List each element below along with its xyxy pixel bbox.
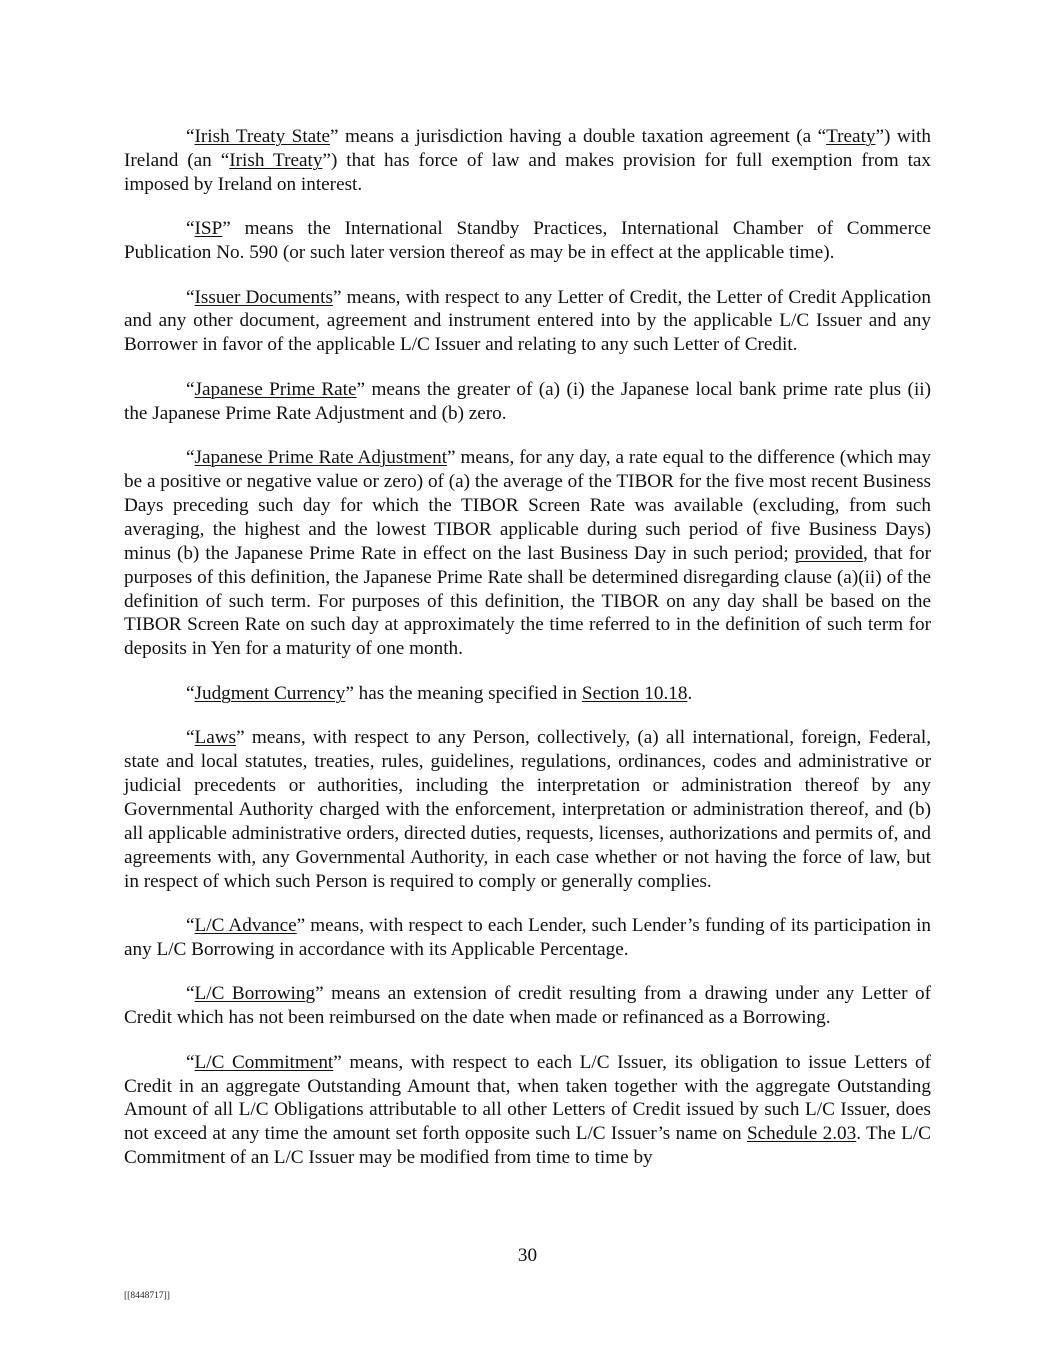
defined-term: L/C Borrowing [194,983,316,1005]
defined-term: L/C Commitment [194,1051,334,1073]
cross-reference: Section 10.18 [581,682,688,704]
paragraph-text: . [687,682,693,704]
definition-paragraph [124,982,931,1030]
paragraph-text: ” has the meaning specified in [345,682,582,704]
paragraph-text: ”) with Ireland (an “ [124,126,931,171]
defined-term: Irish Treaty State [194,126,331,147]
paragraph-text: . The L/C Commitment of an L/C Issuer may be modified from time to time by [124,1123,931,1169]
paragraph-text: ” means an extension of credit resulting from a drawing under any Letter of Credit which has not been reimbursed on the date when made or refinanced as a Borrowing. [124,983,932,1029]
defined-term: Judgment Currency [194,682,346,704]
paragraph-text: “ [186,447,195,469]
paragraph-text: “ [186,378,195,400]
paragraph-text: ” means a jurisdiction having a double taxation agreement (a “ [330,126,827,147]
cross-reference: Treaty [826,126,876,147]
paragraph-text: ”) that has force of law and makes provision for full exemption from tax imposed by Ireland on interest. [124,149,932,195]
defined-term: L/C Advance [194,914,297,936]
definition-paragraph [124,217,931,265]
paragraph-text: “ [186,126,195,147]
paragraph-text: ” means, with respect to any Person, collectively, (a) all international, foreign, Federal, state and local statutes, treaties, rules, guidelines, regulations, ordinances, codes and administrative or judicial precedents or authorities, including the interpretation or administration thereof by any Governmental Authority charged with the enforcement, interpretation or administration thereof, and (b) all applicable administrative orders, directed duties, requests, licenses, authorizations and permits of, and agreements with, any Governmental Authority, in each case whether or not having the force of law, but in respect of which such Person is required to comply or generally complies. [124,727,931,892]
cross-reference: Irish Treaty [229,149,323,171]
cross-reference: Schedule 2.03 [746,1123,857,1145]
document-id: [[8448717]] [124,1291,170,1301]
paragraph-text: ” means, with respect to each Lender, such Lender’s funding of its participation in any L/C Borrowing in accordance with its Applicable Percentage. [124,914,931,960]
defined-term: Japanese Prime Rate [194,378,357,400]
paragraph-text: , that for purposes of this definition, the Japanese Prime Rate shall be determined disregarding clause (a)(ii) of the definition of such term. For purposes of this definition, the TIBOR on any day shall be based on the TIBOR Screen Rate on such day at approximately the time referred to in the definition of such term for deposits in Yen for a maturity of one month. [124,542,931,660]
paragraph-text: “ [186,727,195,749]
paragraph-text: ” means, with respect to each L/C Issuer, its obligation to issue Letters of Credit in an aggregate Outstanding Amount that, when taken together with the aggregate Outstanding Amount of all L/C Obligations attributable to all other Letters of Credit issued by such L/C Issuer, does not exceed at any time the amount set forth opposite such L/C Issuer’s name on [124,1051,931,1145]
definition-paragraph [124,378,931,426]
definition-paragraph [124,446,931,661]
paragraph-text: “ [186,914,195,936]
paragraph-text: ” means the International Standby Practices, International Chamber of Commerce Publication No. 590 (or such later version thereof as may be in effect at the applicable time). [124,218,931,264]
definition-paragraph [124,914,931,962]
paragraph-text: ” means, with respect to any Letter of Credit, the Letter of Credit Application and any other document, agreement and instrument entered into by the applicable L/C Issuer and any Borrower in favor of the applicable L/C Issuer and relating to any such Letter of Credit. [124,286,931,356]
defined-term: Japanese Prime Rate Adjustment [194,447,448,469]
defined-term: Laws [194,727,237,749]
definition-paragraph [124,1051,931,1171]
definition-paragraph [124,726,931,893]
paragraph-text: “ [186,1051,195,1073]
paragraph-text: ” means the greater of (a) (i) the Japanese local bank prime rate plus (ii) the Japanese Prime Rate Adjustment and (b) zero. [124,378,931,424]
page-number: 30 [517,1245,538,1266]
defined-term: Issuer Documents [194,286,333,308]
document-body [124,125,931,1191]
paragraph-text: ” means, for any day, a rate equal to the difference (which may be a positive or negative value or zero) of (a) the average of the TIBOR for the five most recent Business Days preceding such day for which the TIBOR Screen Rate was available (excluding, from such averaging, the highest and the lowest TIBOR applicable during such period of five Business Days) minus (b) the Japanese Prime Rate in effect on the last Business Day in such period; [124,447,931,564]
paragraph-text: “ [186,682,195,704]
definition-paragraph [124,286,931,358]
paragraph-text: “ [186,983,195,1005]
definition-paragraph [124,682,931,706]
cross-reference: provided [794,542,863,564]
definition-paragraph [124,125,931,197]
paragraph-text: “ [186,218,195,240]
paragraph-text: “ [186,286,195,308]
defined-term: ISP [194,218,223,240]
